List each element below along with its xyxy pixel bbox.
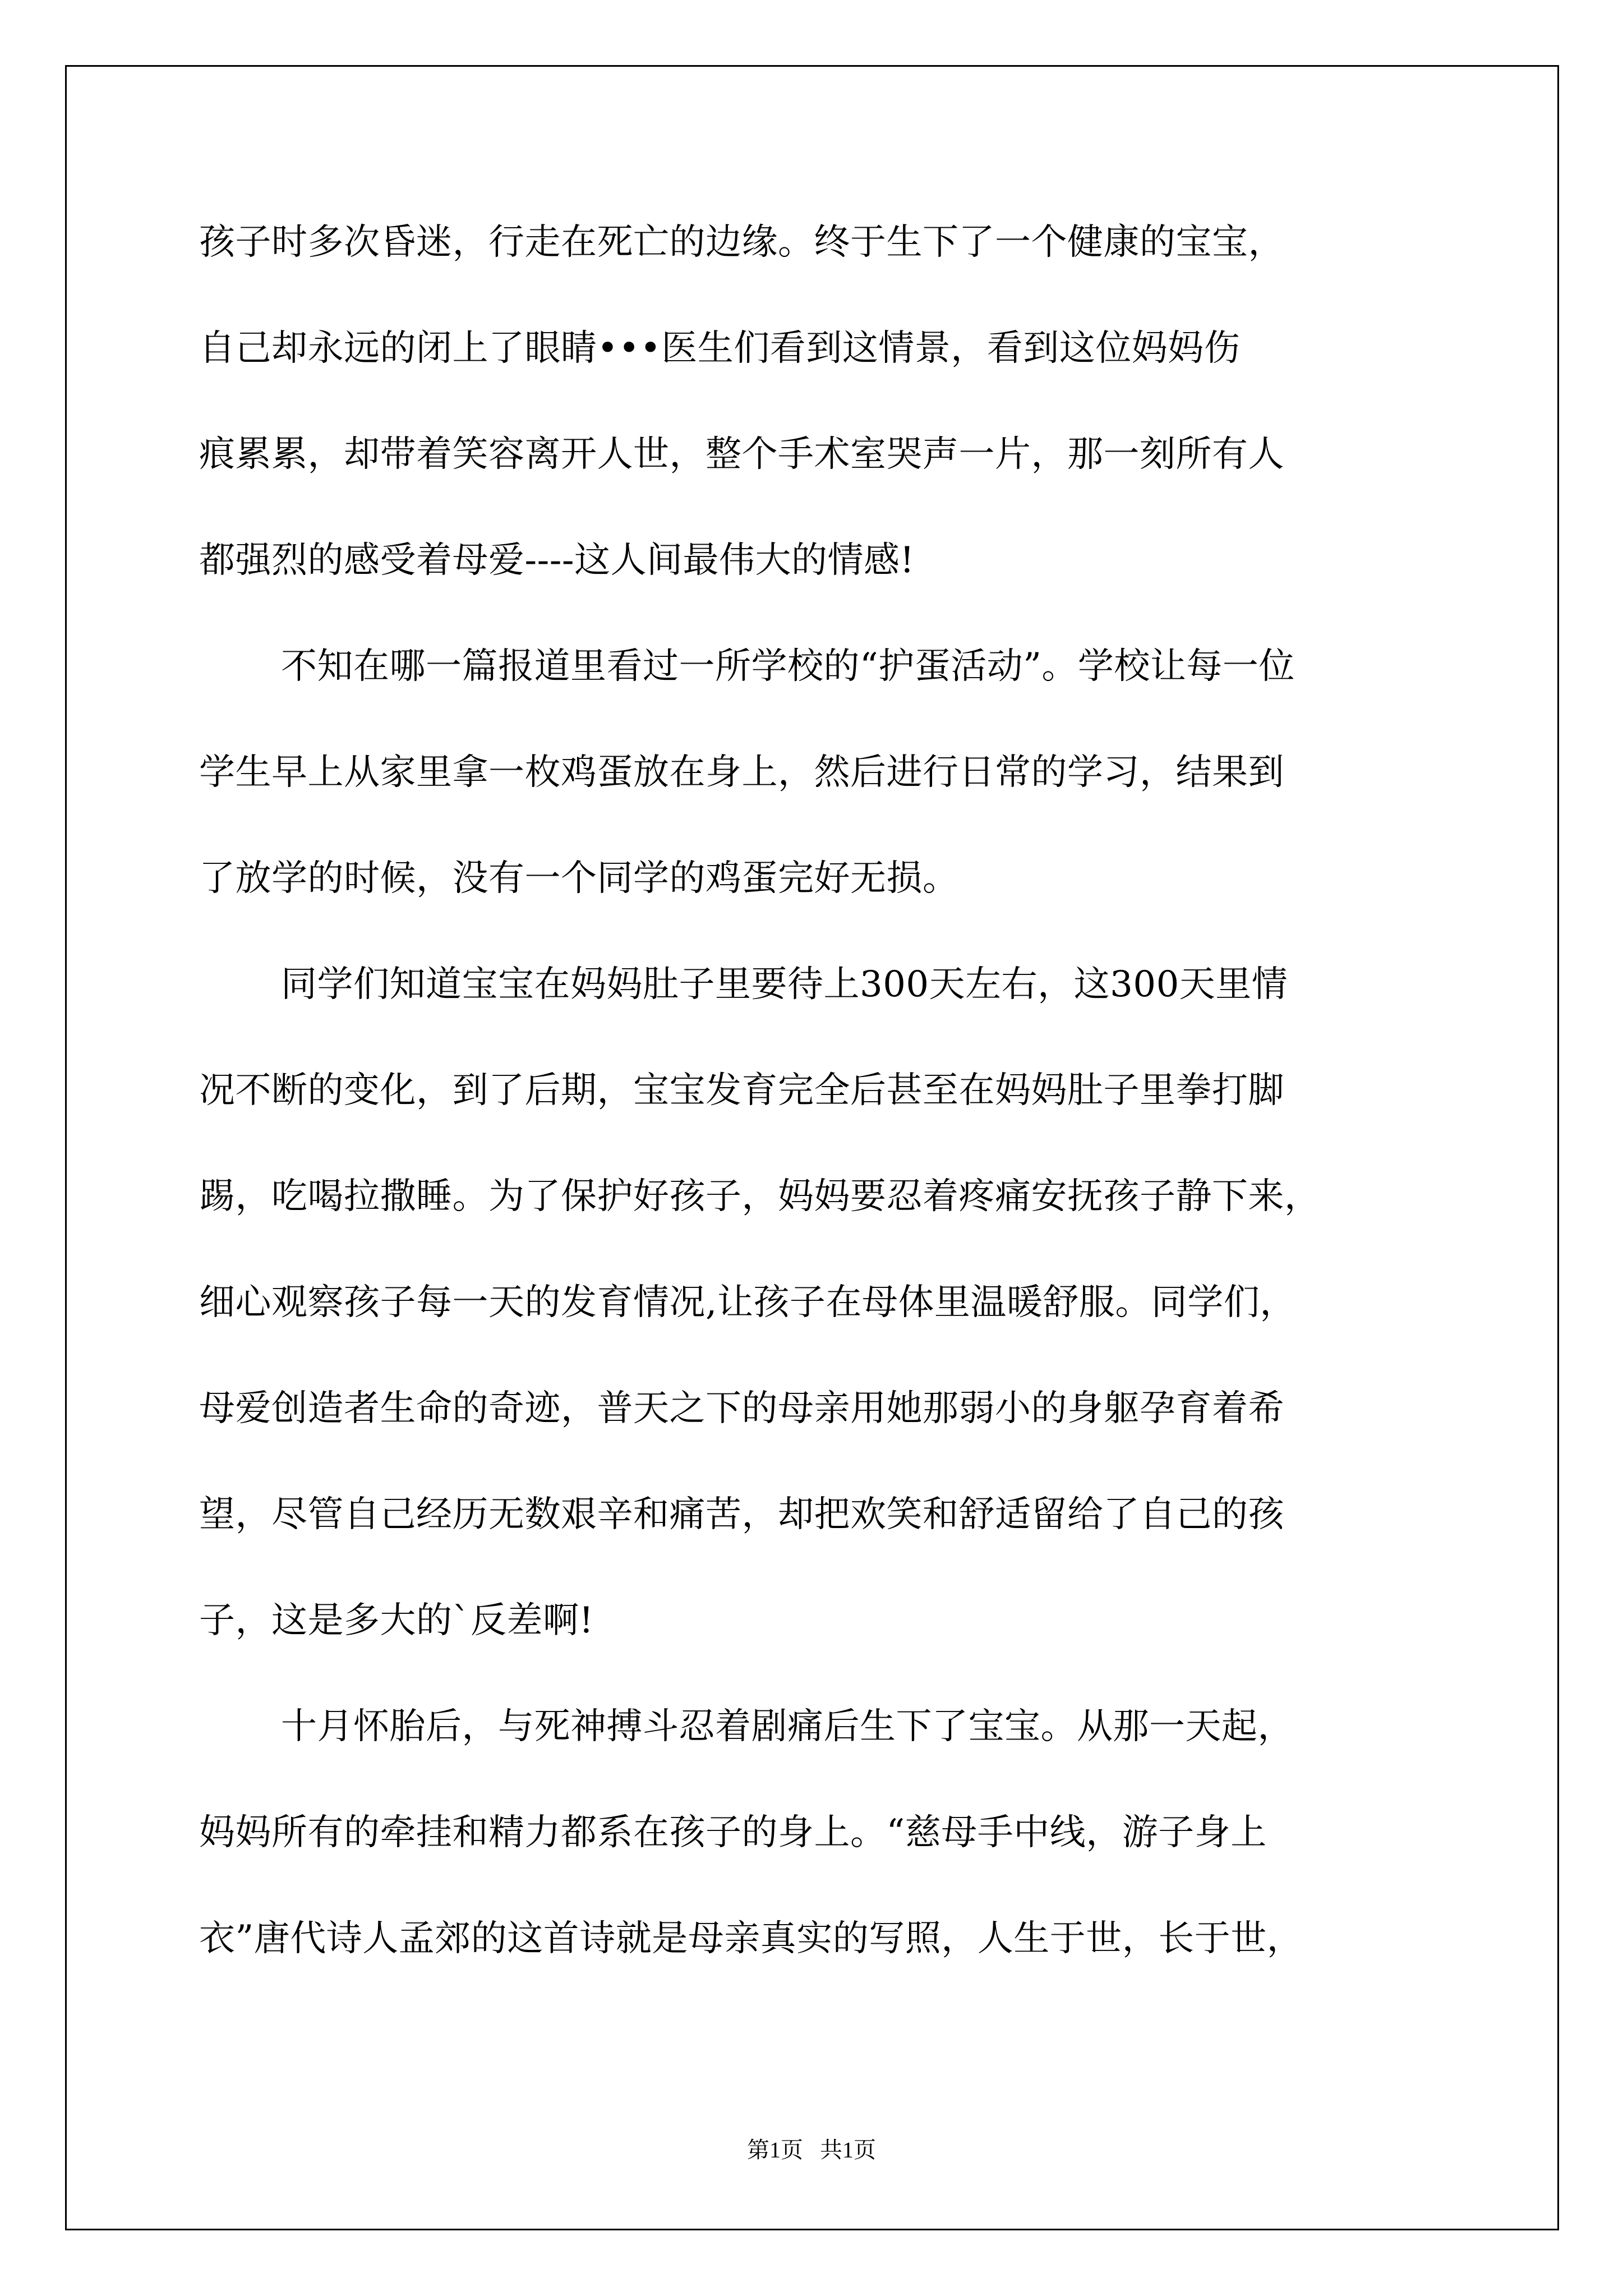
text-line: 子，这是多大的`反差啊! [199, 1600, 594, 1641]
text-line: 同学们知道宝宝在妈妈肚子里要待上300天左右，这300天里情 [281, 964, 1288, 1005]
text-line: 况不断的变化，到了后期，宝宝发育完全后甚至在妈妈肚子里拳打脚 [199, 1070, 1284, 1111]
text-line: 踢，吃喝拉撒睡。为了保护好孩子，妈妈要忍着疼痛安抚孩子静下来， [199, 1176, 1321, 1217]
text-line: 细心观察孩子每一天的发育情况,让孩子在母体里温暖舒服。同学们， [199, 1282, 1296, 1323]
text-line: 了放学的时候，没有一个同学的鸡蛋完好无损。 [199, 858, 959, 899]
paragraph [199, 932, 1433, 1674]
page-footer: 第1页 共1页 [747, 2137, 876, 2162]
text-line: 母爱创造者生命的奇迹，普天之下的母亲用她那弱小的身躯孕育着希 [199, 1388, 1284, 1429]
document-body [199, 190, 1433, 1992]
text-line: 痕累累，却带着笑容离开人世，整个手术室哭声一片，那一刻所有人 [199, 434, 1284, 475]
text-line: 都强烈的感受着母爱----这人间最伟大的情感! [199, 540, 915, 581]
text-line: 十月怀胎后，与死神搏斗忍着剧痛后生下了宝宝。从那一天起， [281, 1706, 1294, 1747]
text-line: 自己却永远的闭上了眼睛•••医生们看到这情景，看到这位妈妈伤 [199, 328, 1241, 369]
paragraph [199, 614, 1433, 932]
text-line: 妈妈所有的牵挂和精力都系在孩子的身上。“慈母手中线，游子身上 [199, 1812, 1267, 1853]
text-line: 学生早上从家里拿一枚鸡蛋放在身上，然后进行日常的学习，结果到 [199, 752, 1284, 793]
text-line: 孩子时多次昏迷，行走在死亡的边缘。终于生下了一个健康的宝宝， [199, 222, 1284, 263]
text-line: 望，尽管自己经历无数艰辛和痛苦，却把欢笑和舒适留给了自己的孩 [199, 1494, 1284, 1535]
text-line: 衣”唐代诗人孟郊的这首诗就是母亲真实的写照，人生于世，长于世， [199, 1918, 1303, 1959]
paragraph [199, 1674, 1433, 1992]
paragraph [199, 190, 1433, 614]
text-line: 不知在哪一篇报道里看过一所学校的“护蛋活动”。学校让每一位 [281, 646, 1295, 687]
